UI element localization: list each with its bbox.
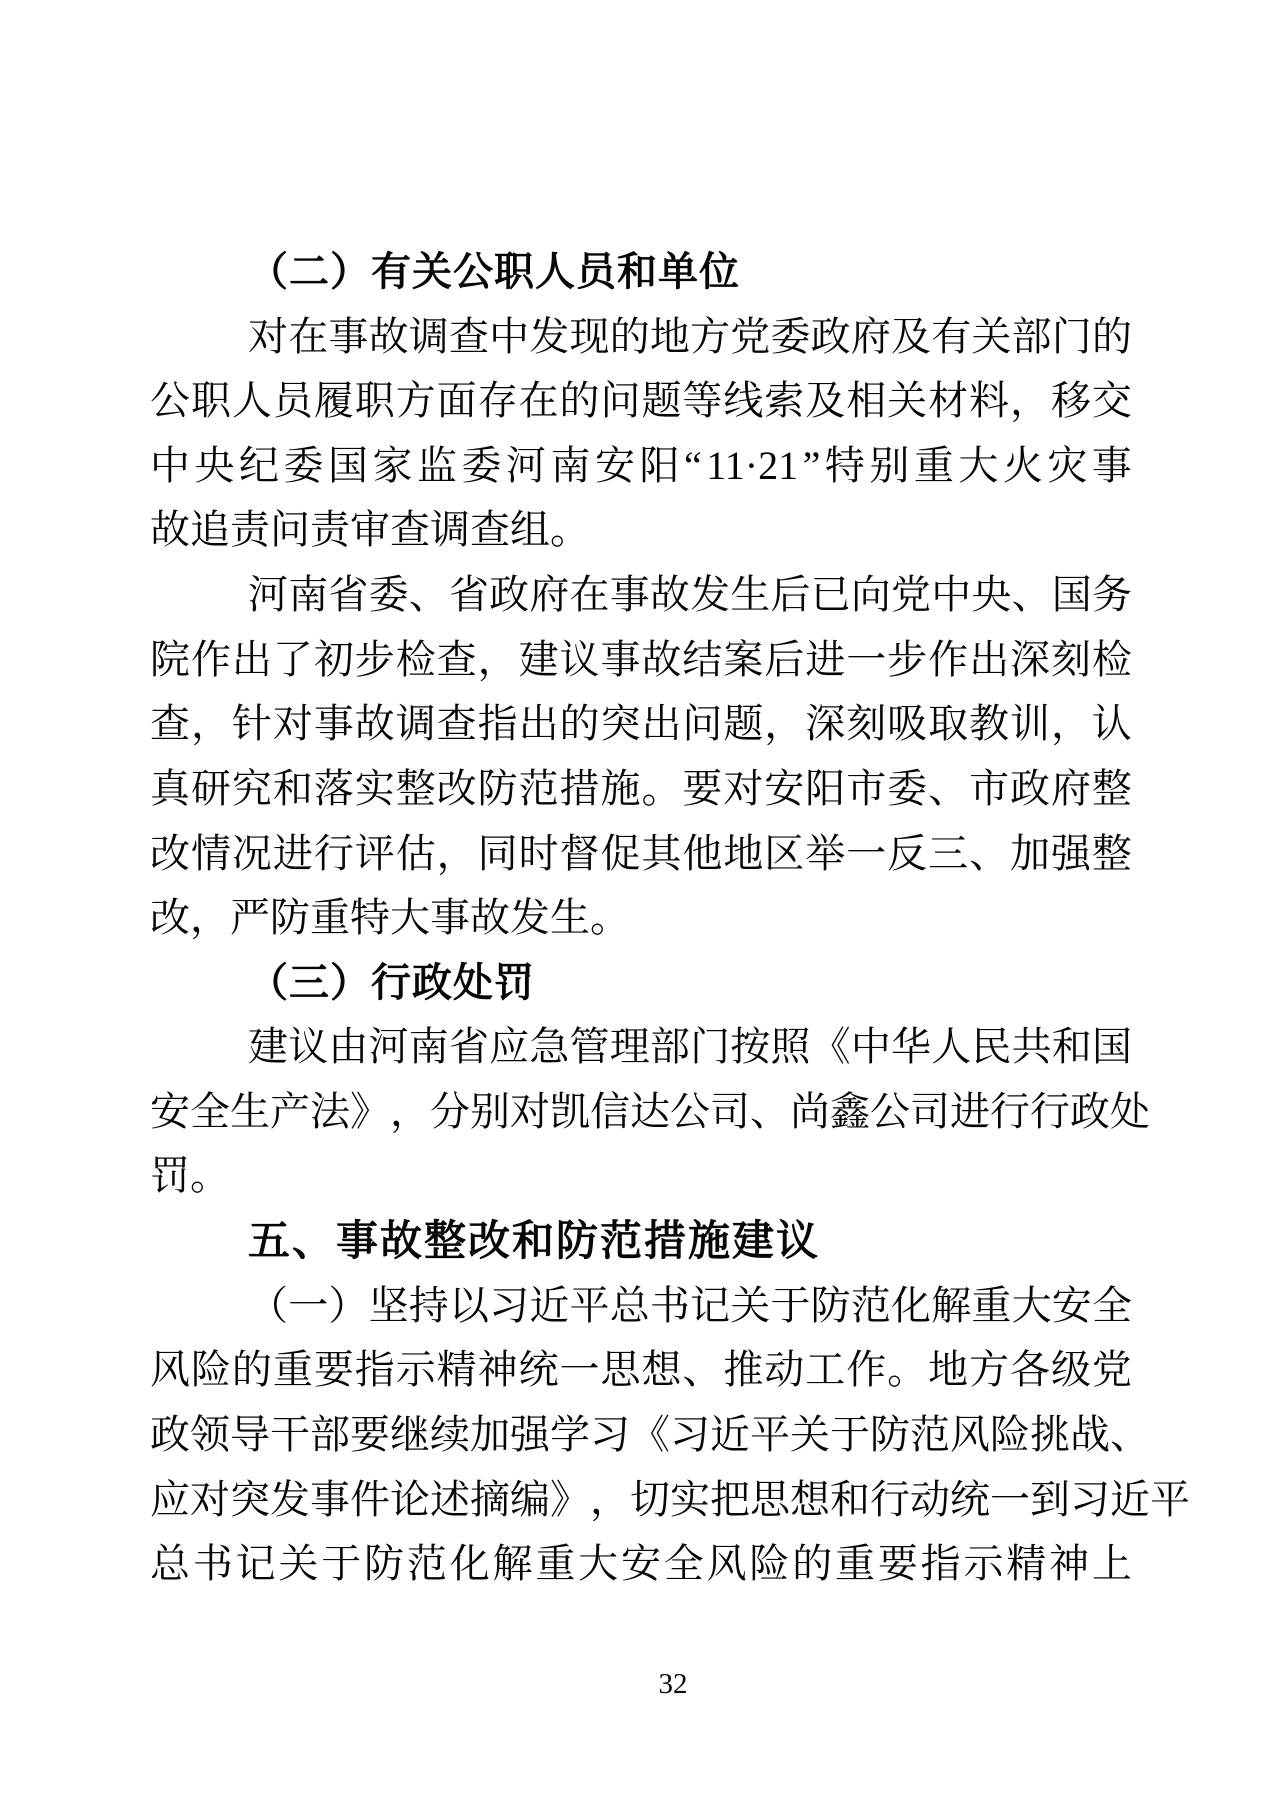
text-line: 罚。 <box>150 1153 230 1199</box>
text-line: 院 作 出 了 初 步 检 查 ， 建 议 事 故 结 案 后 进 一 步 作 出 深 刻 检 <box>150 636 1132 682</box>
text-line: 对 在 事 故 调 查 中 发 现 的 地 方 党 委 政 府 及 有 关 部 门 的 <box>248 313 1132 359</box>
text-line: 总 书 记 关 于 防 范 化 解 重 大 安 全 风 险 的 重 要 指 示 精 神 上 <box>150 1541 1132 1587</box>
text-line: 应 对 突 发 事 件 论 述 摘 编 》 ， 切 实 把 思 想 和 行 动 统 一 到 习 近 平 <box>150 1476 1190 1522</box>
section-heading: （三）行政处罚 <box>248 959 535 1005</box>
text-line: （ 一 ） 坚 持 以 习 近 平 总 书 记 关 于 防 范 化 解 重 大 安 全 <box>248 1282 1132 1328</box>
text-line: 风 险 的 重 要 指 示 精 神 统 一 思 想 、 推 动 工 作 。 地 方 各 级 党 <box>150 1347 1132 1393</box>
text-line: 公 职 人 员 履 职 方 面 存 在 的 问 题 等 线 索 及 相 关 材 料 ， 移 交 <box>150 378 1132 424</box>
page-body-text <box>150 240 1190 1596</box>
text-line: 政 领 导 干 部 要 继 续 加 强 学 习 《 习 近 平 关 于 防 范 风 险 挑 战 、 <box>150 1411 1150 1457</box>
section-heading: 五、事故整改和防范措施建议 <box>248 1216 821 1264</box>
text-line: 中 央 纪 委 国 家 监 委 河 南 安 阳 “ 11·21 ” 特 别 重 大 火 灾 事 <box>150 443 1132 489</box>
text-line: 故追责问责审查调查组。 <box>150 507 590 553</box>
text-line: 建 议 由 河 南 省 应 急 管 理 部 门 按 照 《 中 华 人 民 共 和 国 <box>248 1024 1132 1070</box>
page-number: 32 <box>658 1668 688 1700</box>
text-line: 改 情 况 进 行 评 估 ， 同 时 督 促 其 他 地 区 举 一 反 三 、 加 强 整 <box>150 830 1132 876</box>
text-line: 真 研 究 和 落 实 整 改 防 范 措 施 。 要 对 安 阳 市 委 、 市 政 府 整 <box>150 766 1132 812</box>
section-heading: （二）有关公职人员和单位 <box>248 249 740 294</box>
text-line: 河 南 省 委 、 省 政 府 在 事 故 发 生 后 已 向 党 中 央 、 国 务 <box>248 572 1132 618</box>
text-line: 查 ， 针 对 事 故 调 查 指 出 的 突 出 问 题 ， 深 刻 吸 取 教 训 ， 认 <box>150 701 1132 747</box>
text-line: 安 全 生 产 法 》 ， 分 别 对 凯 信 达 公 司 、 尚 鑫 公 司 进 行 行 政 处 <box>150 1089 1150 1135</box>
text-line: 改，严防重特大事故发生。 <box>150 894 630 940</box>
